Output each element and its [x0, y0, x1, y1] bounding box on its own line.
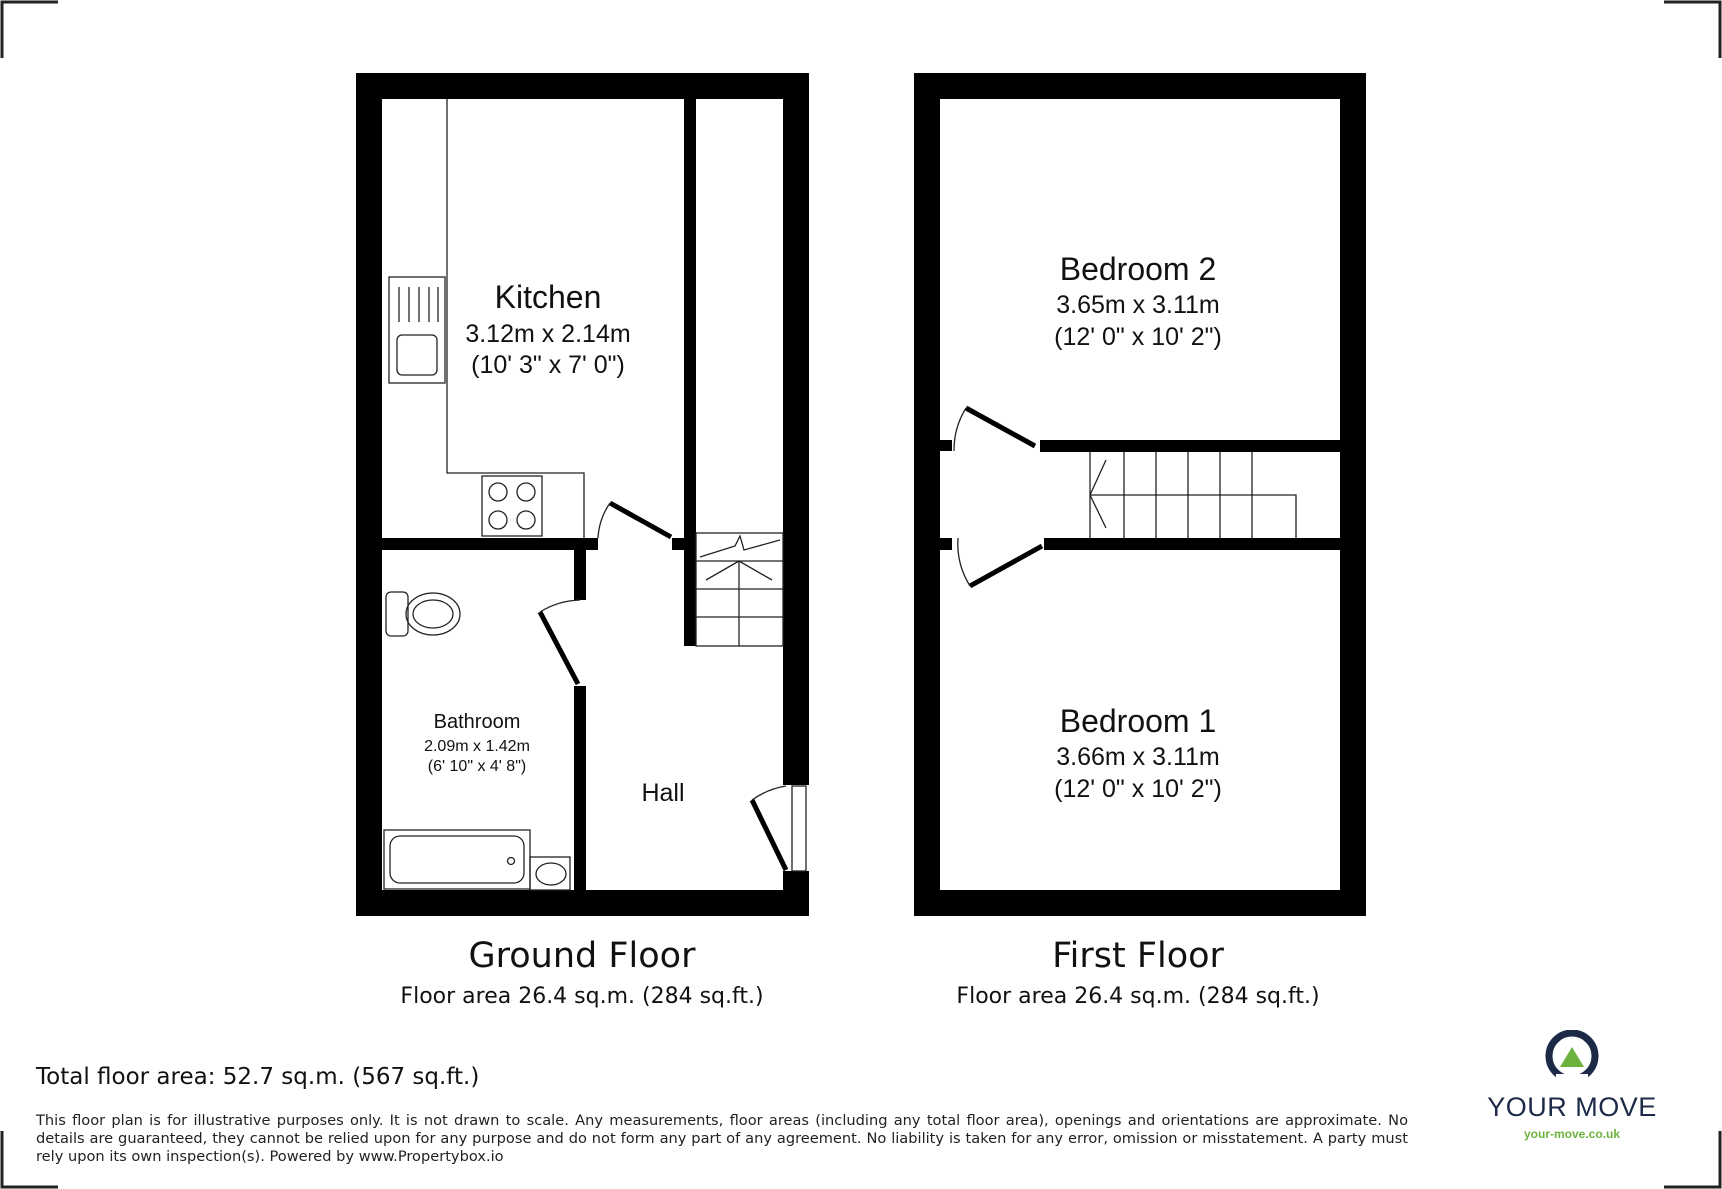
wall-right-lower	[783, 871, 809, 916]
wall-left	[356, 73, 382, 916]
ground-floor-plan	[356, 73, 809, 916]
wall-right	[1340, 73, 1366, 916]
room-size-metric: 3.12m x 2.14m	[465, 320, 631, 348]
room-name: Bedroom 2	[1059, 251, 1217, 287]
room-size-imperial: (12' 0" x 10' 2")	[1054, 775, 1222, 803]
room-size-imperial: (6' 10" x 4' 8")	[427, 758, 527, 775]
first-stairs	[1090, 452, 1296, 538]
bedroom-2-door	[954, 408, 1035, 451]
ground-floor-area: Floor area 26.4 sq.m. (284 sq.ft.)	[400, 984, 764, 1009]
first-floor-area: Floor area 26.4 sq.m. (284 sq.ft.)	[956, 984, 1320, 1009]
room-size-imperial: (12' 0" x 10' 2")	[1054, 323, 1222, 351]
ground-floor-title: Ground Floor	[468, 936, 696, 976]
toilet-icon	[386, 592, 460, 636]
room-size-metric: 3.65m x 3.11m	[1056, 291, 1220, 319]
wall-stub	[672, 538, 684, 550]
bedroom-1-door	[958, 538, 1042, 586]
room-name: Bathroom	[433, 711, 521, 733]
total-floor-area: Total floor area: 52.7 sq.m. (567 sq.ft.)	[36, 1064, 480, 1090]
hob-icon	[482, 476, 542, 536]
room-size-imperial: (10' 3" x 7' 0")	[471, 351, 625, 379]
wall-bedroom2-landing	[1040, 440, 1340, 452]
wall-bath-hall-lower	[574, 686, 586, 890]
first-floor-title: First Floor	[1052, 936, 1224, 976]
wall-stair-partition	[684, 99, 696, 646]
wall-right-upper	[783, 73, 809, 785]
room-size-metric: 2.09m x 1.42m	[424, 738, 530, 755]
kitchen-worktop	[447, 99, 584, 538]
room-name: Bedroom 1	[1059, 703, 1217, 739]
wall-left	[914, 73, 940, 916]
room-name: Kitchen	[494, 279, 602, 315]
stair-break-line	[700, 536, 780, 557]
bath-icon	[384, 830, 530, 889]
wall-bath-hall-upper	[574, 550, 586, 600]
wall-bedroom1-landing	[1044, 538, 1340, 550]
wall-bottom	[356, 890, 809, 916]
room-name: Hall	[641, 779, 685, 807]
logo-name: YOUR MOVE	[1487, 1092, 1657, 1122]
sink-icon	[389, 277, 445, 383]
disclaimer-text: This floor plan is for illustrative purposes only. It is not drawn to scale. Any measurements, floor areas (including any total floor area), openings and orientations are approximate. No details are guaranteed, they cannot be relied upon for any purpose and do not form any part of any agreement. No liability is taken for any error, omission or misstatement. A party must rely upon its own inspection(s). Powered by www.Propertybox.io	[36, 1112, 1408, 1165]
wall-kitchen-bath	[382, 538, 598, 550]
wall-top	[356, 73, 809, 99]
front-door	[752, 786, 806, 871]
logo-url: your-move.co.uk	[1523, 1127, 1621, 1141]
room-size-metric: 3.66m x 3.11m	[1056, 743, 1220, 771]
wall-bottom	[914, 890, 1366, 916]
wall-stub	[940, 440, 952, 451]
ground-stairs	[696, 533, 783, 646]
bathroom-door	[540, 600, 580, 684]
kitchen-door	[598, 503, 671, 538]
your-move-logo-mark-icon	[1542, 1030, 1602, 1084]
your-move-logo	[1482, 1030, 1662, 1141]
wall-stub	[940, 538, 952, 550]
wall-top	[914, 73, 1366, 99]
washbasin-icon	[530, 857, 570, 890]
first-floor-plan	[914, 73, 1366, 916]
